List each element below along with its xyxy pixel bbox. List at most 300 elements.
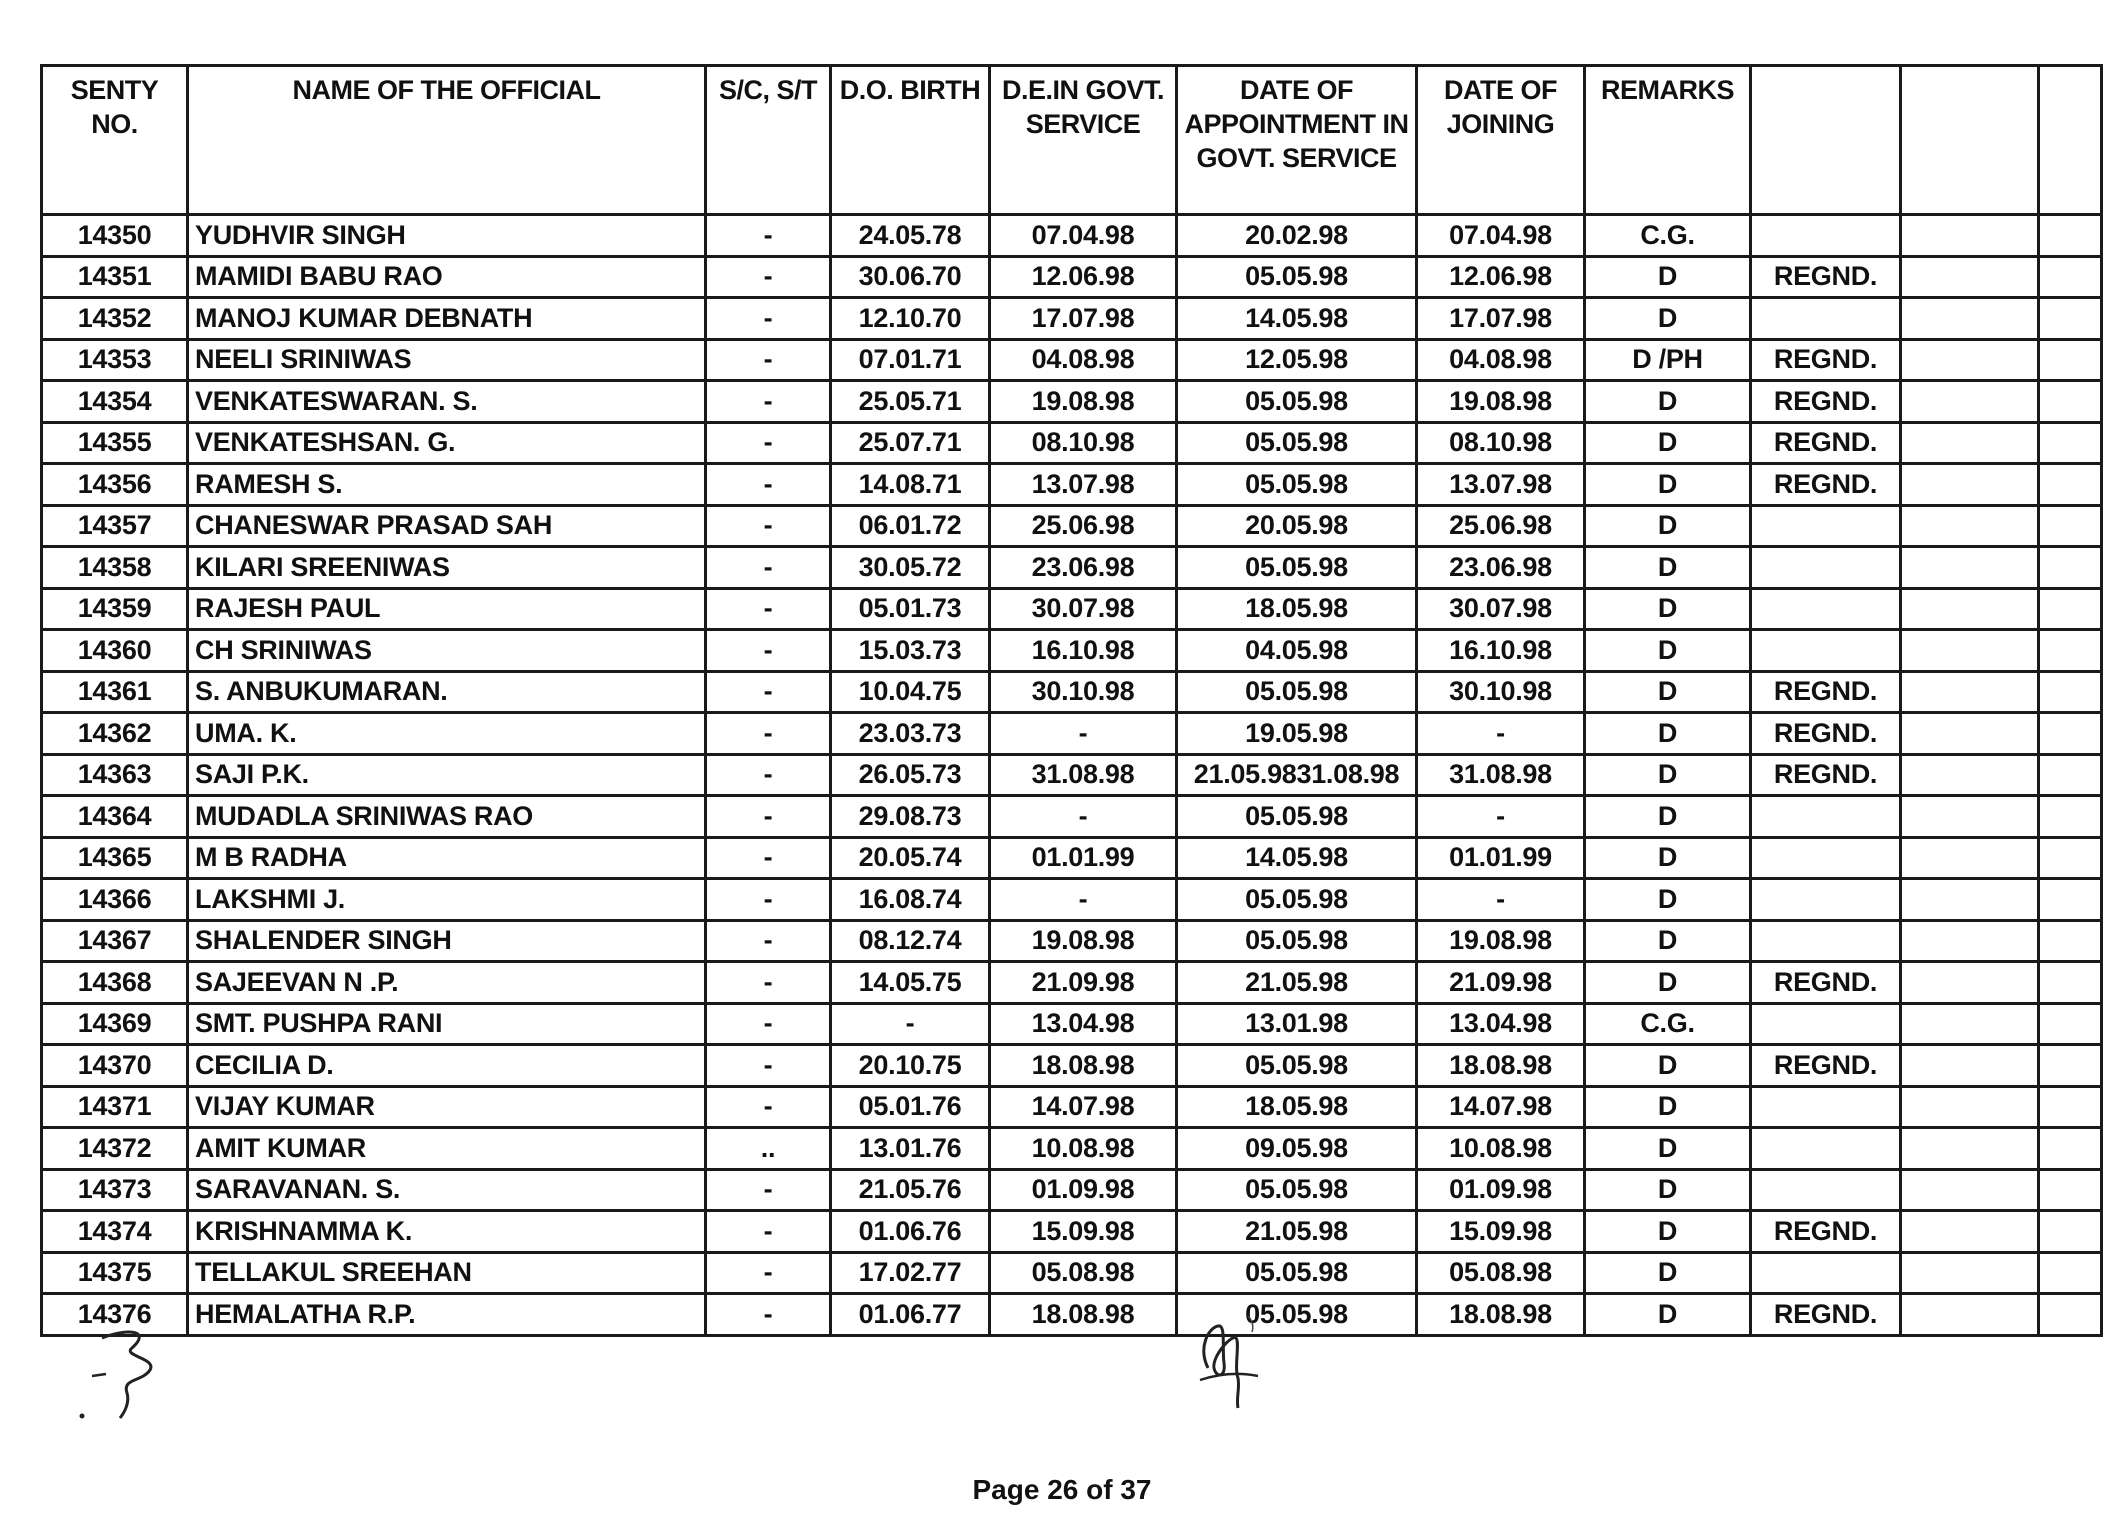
cell-dob: 30.05.72 — [831, 547, 990, 589]
table-row — [42, 339, 2102, 381]
cell-extra-1 — [1751, 1252, 1901, 1294]
cell-senty-no: 14364 — [42, 796, 188, 838]
cell-extra-1 — [1751, 1003, 1901, 1045]
cell-extra-3 — [2039, 381, 2102, 423]
cell-senty-no: 14361 — [42, 671, 188, 713]
cell-extra-1 — [1751, 920, 1901, 962]
cell-de-govt-service: 15.09.98 — [990, 1211, 1177, 1253]
cell-dob: - — [831, 1003, 990, 1045]
cell-de-govt-service: 10.08.98 — [990, 1128, 1177, 1170]
cell-extra-1: REGND. — [1751, 1045, 1901, 1087]
table-row — [42, 215, 2102, 257]
cell-extra-3 — [2039, 1294, 2102, 1336]
cell-sc-st: - — [706, 1252, 831, 1294]
table-row — [42, 1169, 2102, 1211]
cell-extra-2 — [1901, 962, 2039, 1004]
cell-de-govt-service: 07.04.98 — [990, 215, 1177, 257]
cell-sc-st: - — [706, 879, 831, 921]
cell-sc-st: - — [706, 215, 831, 257]
cell-name: SAJI P.K. — [188, 754, 706, 796]
cell-remarks: D — [1585, 879, 1751, 921]
cell-remarks: D — [1585, 256, 1751, 298]
cell-de-govt-service: - — [990, 879, 1177, 921]
table-body — [42, 215, 2102, 1336]
cell-name: KILARI SREENIWAS — [188, 547, 706, 589]
cell-sc-st: - — [706, 422, 831, 464]
cell-remarks: D — [1585, 1086, 1751, 1128]
cell-extra-2 — [1901, 1045, 2039, 1087]
cell-sc-st: - — [706, 754, 831, 796]
cell-date-joining: 10.08.98 — [1417, 1128, 1585, 1170]
cell-remarks: D — [1585, 920, 1751, 962]
table-row — [42, 381, 2102, 423]
cell-dob: 23.03.73 — [831, 713, 990, 755]
cell-dob: 10.04.75 — [831, 671, 990, 713]
cell-remarks: D — [1585, 1169, 1751, 1211]
cell-extra-3 — [2039, 1211, 2102, 1253]
cell-name: UMA. K. — [188, 713, 706, 755]
cell-sc-st: - — [706, 256, 831, 298]
cell-remarks: D — [1585, 547, 1751, 589]
cell-date-joining: 15.09.98 — [1417, 1211, 1585, 1253]
table-row — [42, 1252, 2102, 1294]
cell-dob: 24.05.78 — [831, 215, 990, 257]
header-blank-1 — [1751, 66, 1901, 215]
cell-senty-no: 14367 — [42, 920, 188, 962]
header-senty-no: SENTY NO. — [42, 66, 188, 215]
table-row — [42, 422, 2102, 464]
cell-senty-no: 14355 — [42, 422, 188, 464]
header-blank-2 — [1901, 66, 2039, 215]
cell-senty-no: 14360 — [42, 630, 188, 672]
cell-sc-st: - — [706, 588, 831, 630]
cell-date-appointment: 05.05.98 — [1177, 796, 1417, 838]
cell-extra-2 — [1901, 464, 2039, 506]
cell-date-appointment: 05.05.98 — [1177, 464, 1417, 506]
cell-sc-st: - — [706, 837, 831, 879]
table-row — [42, 1086, 2102, 1128]
cell-sc-st: - — [706, 796, 831, 838]
cell-extra-1: REGND. — [1751, 713, 1901, 755]
cell-dob: 20.10.75 — [831, 1045, 990, 1087]
cell-de-govt-service: 31.08.98 — [990, 754, 1177, 796]
cell-sc-st: - — [706, 920, 831, 962]
table-row — [42, 1294, 2102, 1336]
cell-dob: 08.12.74 — [831, 920, 990, 962]
cell-senty-no: 14369 — [42, 1003, 188, 1045]
cell-de-govt-service: 30.07.98 — [990, 588, 1177, 630]
cell-senty-no: 14357 — [42, 505, 188, 547]
cell-remarks: D — [1585, 671, 1751, 713]
cell-senty-no: 14353 — [42, 339, 188, 381]
table-row — [42, 713, 2102, 755]
cell-extra-1 — [1751, 298, 1901, 340]
cell-date-appointment: 21.05.9831.08.98 — [1177, 754, 1417, 796]
cell-date-joining: 04.08.98 — [1417, 339, 1585, 381]
cell-dob: 25.07.71 — [831, 422, 990, 464]
table-row — [42, 547, 2102, 589]
cell-sc-st: - — [706, 1294, 831, 1336]
table-row — [42, 588, 2102, 630]
cell-date-joining: 19.08.98 — [1417, 381, 1585, 423]
cell-senty-no: 14356 — [42, 464, 188, 506]
cell-extra-3 — [2039, 754, 2102, 796]
page-number: Page 26 of 37 — [972, 1474, 1152, 1505]
cell-dob: 01.06.77 — [831, 1294, 990, 1336]
cell-date-joining: 19.08.98 — [1417, 920, 1585, 962]
cell-dob: 13.01.76 — [831, 1128, 990, 1170]
cell-sc-st: - — [706, 1211, 831, 1253]
cell-extra-2 — [1901, 1128, 2039, 1170]
cell-dob: 12.10.70 — [831, 298, 990, 340]
cell-date-joining: 14.07.98 — [1417, 1086, 1585, 1128]
table-row — [42, 298, 2102, 340]
cell-date-appointment: 21.05.98 — [1177, 962, 1417, 1004]
cell-extra-3 — [2039, 879, 2102, 921]
seniority-list-sheet — [40, 64, 2103, 1337]
cell-extra-2 — [1901, 1169, 2039, 1211]
cell-remarks: C.G. — [1585, 1003, 1751, 1045]
cell-extra-3 — [2039, 339, 2102, 381]
cell-de-govt-service: 23.06.98 — [990, 547, 1177, 589]
cell-senty-no: 14365 — [42, 837, 188, 879]
cell-dob: 05.01.76 — [831, 1086, 990, 1128]
cell-extra-1 — [1751, 1169, 1901, 1211]
cell-dob: 30.06.70 — [831, 256, 990, 298]
cell-date-appointment: 14.05.98 — [1177, 837, 1417, 879]
cell-remarks: D — [1585, 1294, 1751, 1336]
header-date-joining: DATE OF JOINING — [1417, 66, 1585, 215]
cell-de-govt-service: 21.09.98 — [990, 962, 1177, 1004]
cell-de-govt-service: 19.08.98 — [990, 381, 1177, 423]
cell-date-appointment: 19.05.98 — [1177, 713, 1417, 755]
cell-remarks: D — [1585, 1045, 1751, 1087]
cell-de-govt-service: 12.06.98 — [990, 256, 1177, 298]
cell-name: VIJAY KUMAR — [188, 1086, 706, 1128]
cell-extra-3 — [2039, 422, 2102, 464]
cell-extra-3 — [2039, 547, 2102, 589]
cell-extra-1: REGND. — [1751, 671, 1901, 713]
cell-name: NEELI SRINIWAS — [188, 339, 706, 381]
cell-extra-3 — [2039, 1169, 2102, 1211]
table-row — [42, 1128, 2102, 1170]
cell-date-joining: - — [1417, 796, 1585, 838]
cell-de-govt-service: 01.01.99 — [990, 837, 1177, 879]
cell-extra-3 — [2039, 1003, 2102, 1045]
cell-de-govt-service: 14.07.98 — [990, 1086, 1177, 1128]
cell-de-govt-service: 04.08.98 — [990, 339, 1177, 381]
center-signature — [1178, 1308, 1278, 1418]
cell-date-appointment: 18.05.98 — [1177, 1086, 1417, 1128]
cell-extra-1: REGND. — [1751, 1211, 1901, 1253]
cell-name: LAKSHMI J. — [188, 879, 706, 921]
cell-remarks: D — [1585, 1211, 1751, 1253]
cell-senty-no: 14350 — [42, 215, 188, 257]
cell-extra-3 — [2039, 298, 2102, 340]
cell-remarks: D — [1585, 796, 1751, 838]
cell-sc-st: - — [706, 381, 831, 423]
cell-name: M B RADHA — [188, 837, 706, 879]
table-row — [42, 837, 2102, 879]
cell-date-appointment: 05.05.98 — [1177, 1045, 1417, 1087]
cell-date-appointment: 05.05.98 — [1177, 1252, 1417, 1294]
cell-date-appointment: 21.05.98 — [1177, 1211, 1417, 1253]
cell-name: KRISHNAMMA K. — [188, 1211, 706, 1253]
cell-date-appointment: 05.05.98 — [1177, 547, 1417, 589]
cell-remarks: D — [1585, 298, 1751, 340]
left-signature — [72, 1318, 192, 1428]
cell-senty-no: 14375 — [42, 1252, 188, 1294]
cell-de-govt-service: 16.10.98 — [990, 630, 1177, 672]
cell-date-appointment: 05.05.98 — [1177, 381, 1417, 423]
cell-dob: 07.01.71 — [831, 339, 990, 381]
cell-name: VENKATESHSAN. G. — [188, 422, 706, 464]
cell-dob: 20.05.74 — [831, 837, 990, 879]
cell-name: SARAVANAN. S. — [188, 1169, 706, 1211]
cell-name: AMIT KUMAR — [188, 1128, 706, 1170]
cell-extra-2 — [1901, 1252, 2039, 1294]
cell-sc-st: - — [706, 1169, 831, 1211]
cell-senty-no: 14363 — [42, 754, 188, 796]
cell-remarks: D — [1585, 837, 1751, 879]
cell-date-appointment: 05.05.98 — [1177, 1169, 1417, 1211]
table-row — [42, 1211, 2102, 1253]
cell-de-govt-service: 18.08.98 — [990, 1045, 1177, 1087]
cell-extra-2 — [1901, 1294, 2039, 1336]
cell-name: VENKATESWARAN. S. — [188, 381, 706, 423]
cell-date-appointment: 20.02.98 — [1177, 215, 1417, 257]
cell-extra-2 — [1901, 713, 2039, 755]
cell-extra-1: REGND. — [1751, 256, 1901, 298]
cell-date-joining: 12.06.98 — [1417, 256, 1585, 298]
cell-extra-1 — [1751, 796, 1901, 838]
cell-date-joining: 30.10.98 — [1417, 671, 1585, 713]
cell-senty-no: 14352 — [42, 298, 188, 340]
table-row — [42, 630, 2102, 672]
cell-name: SHALENDER SINGH — [188, 920, 706, 962]
cell-date-joining: 23.06.98 — [1417, 547, 1585, 589]
cell-sc-st: - — [706, 339, 831, 381]
cell-extra-1 — [1751, 630, 1901, 672]
table-header-row — [42, 66, 2102, 215]
header-sc-st: S/C, S/T — [706, 66, 831, 215]
cell-extra-1: REGND. — [1751, 754, 1901, 796]
cell-extra-3 — [2039, 713, 2102, 755]
cell-extra-3 — [2039, 962, 2102, 1004]
cell-name: RAJESH PAUL — [188, 588, 706, 630]
cell-date-appointment: 05.05.98 — [1177, 920, 1417, 962]
cell-date-joining: 01.09.98 — [1417, 1169, 1585, 1211]
table-row — [42, 879, 2102, 921]
cell-date-joining: 18.08.98 — [1417, 1294, 1585, 1336]
cell-de-govt-service: 01.09.98 — [990, 1169, 1177, 1211]
cell-remarks: D — [1585, 713, 1751, 755]
cell-senty-no: 14374 — [42, 1211, 188, 1253]
cell-extra-2 — [1901, 422, 2039, 464]
cell-date-appointment: 18.05.98 — [1177, 588, 1417, 630]
cell-name: S. ANBUKUMARAN. — [188, 671, 706, 713]
cell-dob: 05.01.73 — [831, 588, 990, 630]
cell-date-joining: - — [1417, 713, 1585, 755]
cell-date-joining: 13.07.98 — [1417, 464, 1585, 506]
cell-sc-st: - — [706, 1045, 831, 1087]
cell-extra-1: REGND. — [1751, 464, 1901, 506]
cell-de-govt-service: 19.08.98 — [990, 920, 1177, 962]
cell-extra-3 — [2039, 920, 2102, 962]
cell-name: SAJEEVAN N .P. — [188, 962, 706, 1004]
cell-extra-1 — [1751, 547, 1901, 589]
cell-remarks: D — [1585, 962, 1751, 1004]
cell-remarks: D — [1585, 1252, 1751, 1294]
cell-senty-no: 14373 — [42, 1169, 188, 1211]
cell-extra-1: REGND. — [1751, 422, 1901, 464]
cell-name: TELLAKUL SREEHAN — [188, 1252, 706, 1294]
cell-extra-1 — [1751, 505, 1901, 547]
cell-extra-1 — [1751, 588, 1901, 630]
cell-date-appointment: 04.05.98 — [1177, 630, 1417, 672]
cell-dob: 26.05.73 — [831, 754, 990, 796]
cell-date-appointment: 05.05.98 — [1177, 879, 1417, 921]
cell-de-govt-service: 13.04.98 — [990, 1003, 1177, 1045]
cell-date-joining: 16.10.98 — [1417, 630, 1585, 672]
cell-date-appointment: 05.05.98 — [1177, 671, 1417, 713]
cell-remarks: D — [1585, 422, 1751, 464]
cell-extra-3 — [2039, 630, 2102, 672]
cell-sc-st: - — [706, 630, 831, 672]
cell-date-joining: 01.01.99 — [1417, 837, 1585, 879]
table-row — [42, 256, 2102, 298]
table-row — [42, 671, 2102, 713]
cell-date-joining: 30.07.98 — [1417, 588, 1585, 630]
cell-extra-2 — [1901, 837, 2039, 879]
header-de-govt-service: D.E.IN GOVT. SERVICE — [990, 66, 1177, 215]
cell-senty-no: 14358 — [42, 547, 188, 589]
table-row — [42, 920, 2102, 962]
cell-senty-no: 14371 — [42, 1086, 188, 1128]
cell-remarks: D /PH — [1585, 339, 1751, 381]
cell-extra-1: REGND. — [1751, 381, 1901, 423]
cell-date-appointment: 20.05.98 — [1177, 505, 1417, 547]
cell-de-govt-service: - — [990, 713, 1177, 755]
cell-extra-2 — [1901, 1086, 2039, 1128]
cell-sc-st: - — [706, 1086, 831, 1128]
cell-sc-st: - — [706, 962, 831, 1004]
cell-extra-2 — [1901, 505, 2039, 547]
cell-date-joining: - — [1417, 879, 1585, 921]
cell-sc-st: - — [706, 547, 831, 589]
cell-sc-st: - — [706, 298, 831, 340]
cell-name: MANOJ KUMAR DEBNATH — [188, 298, 706, 340]
cell-senty-no: 14354 — [42, 381, 188, 423]
cell-extra-2 — [1901, 796, 2039, 838]
cell-extra-2 — [1901, 879, 2039, 921]
seniority-table — [40, 64, 2103, 1337]
cell-de-govt-service: 17.07.98 — [990, 298, 1177, 340]
cell-extra-1: REGND. — [1751, 1294, 1901, 1336]
cell-extra-2 — [1901, 1003, 2039, 1045]
cell-senty-no: 14366 — [42, 879, 188, 921]
cell-senty-no: 14376 — [42, 1294, 188, 1336]
cell-extra-1 — [1751, 879, 1901, 921]
cell-senty-no: 14368 — [42, 962, 188, 1004]
cell-de-govt-service: 13.07.98 — [990, 464, 1177, 506]
cell-remarks: D — [1585, 588, 1751, 630]
cell-senty-no: 14370 — [42, 1045, 188, 1087]
cell-dob: 14.08.71 — [831, 464, 990, 506]
cell-date-appointment: 05.05.98 — [1177, 256, 1417, 298]
cell-extra-2 — [1901, 588, 2039, 630]
cell-extra-3 — [2039, 464, 2102, 506]
cell-remarks: C.G. — [1585, 215, 1751, 257]
cell-date-joining: 31.08.98 — [1417, 754, 1585, 796]
cell-sc-st: - — [706, 505, 831, 547]
cell-sc-st: - — [706, 713, 831, 755]
cell-dob: 29.08.73 — [831, 796, 990, 838]
cell-extra-1 — [1751, 215, 1901, 257]
header-remarks: REMARKS — [1585, 66, 1751, 215]
cell-extra-3 — [2039, 837, 2102, 879]
cell-remarks: D — [1585, 505, 1751, 547]
cell-date-joining: 07.04.98 — [1417, 215, 1585, 257]
table-row — [42, 962, 2102, 1004]
cell-date-joining: 17.07.98 — [1417, 298, 1585, 340]
cell-dob: 14.05.75 — [831, 962, 990, 1004]
cell-extra-2 — [1901, 1211, 2039, 1253]
cell-extra-2 — [1901, 298, 2039, 340]
table-row — [42, 464, 2102, 506]
header-blank-3 — [2039, 66, 2102, 215]
cell-extra-1 — [1751, 1128, 1901, 1170]
cell-name: YUDHVIR SINGH — [188, 215, 706, 257]
cell-extra-3 — [2039, 215, 2102, 257]
cell-extra-3 — [2039, 256, 2102, 298]
cell-extra-3 — [2039, 1128, 2102, 1170]
cell-name: CECILIA D. — [188, 1045, 706, 1087]
cell-remarks: D — [1585, 630, 1751, 672]
header-dob: D.O. BIRTH — [831, 66, 990, 215]
cell-dob: 25.05.71 — [831, 381, 990, 423]
table-row — [42, 796, 2102, 838]
cell-extra-3 — [2039, 1086, 2102, 1128]
cell-de-govt-service: 05.08.98 — [990, 1252, 1177, 1294]
cell-extra-2 — [1901, 630, 2039, 672]
cell-name: SMT. PUSHPA RANI — [188, 1003, 706, 1045]
cell-senty-no: 14362 — [42, 713, 188, 755]
cell-senty-no: 14351 — [42, 256, 188, 298]
cell-date-appointment: 05.05.98 — [1177, 422, 1417, 464]
cell-senty-no: 14372 — [42, 1128, 188, 1170]
cell-dob: 16.08.74 — [831, 879, 990, 921]
cell-date-joining: 25.06.98 — [1417, 505, 1585, 547]
cell-extra-2 — [1901, 256, 2039, 298]
cell-date-appointment: 05.05.98 — [1177, 1294, 1417, 1336]
cell-sc-st: .. — [706, 1128, 831, 1170]
cell-senty-no: 14359 — [42, 588, 188, 630]
header-name: NAME OF THE OFFICIAL — [188, 66, 706, 215]
cell-extra-2 — [1901, 547, 2039, 589]
cell-remarks: D — [1585, 754, 1751, 796]
cell-dob: 21.05.76 — [831, 1169, 990, 1211]
cell-name: RAMESH S. — [188, 464, 706, 506]
cell-sc-st: - — [706, 464, 831, 506]
cell-extra-2 — [1901, 920, 2039, 962]
cell-extra-1 — [1751, 837, 1901, 879]
cell-extra-1: REGND. — [1751, 962, 1901, 1004]
cell-extra-3 — [2039, 796, 2102, 838]
cell-date-appointment: 12.05.98 — [1177, 339, 1417, 381]
cell-date-joining: 21.09.98 — [1417, 962, 1585, 1004]
cell-extra-2 — [1901, 671, 2039, 713]
